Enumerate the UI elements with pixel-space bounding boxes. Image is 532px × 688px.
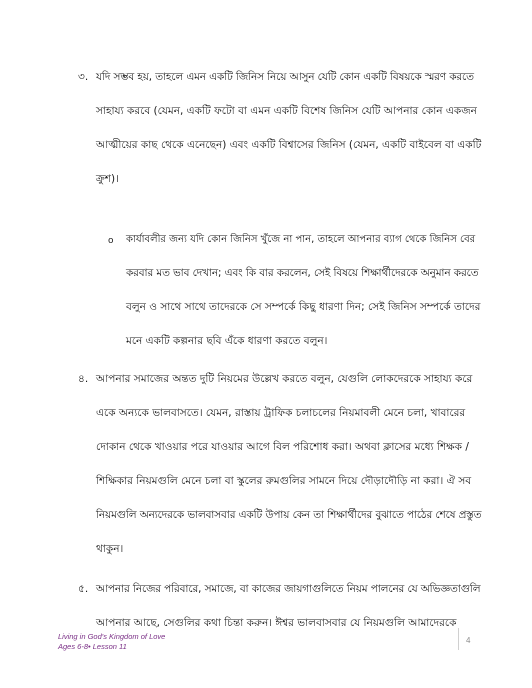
text-line: আপনার নিজের পরিবারে, সমাজে, বা কাজের জায়গাগুলিতে নিয়ম পালনের যে অভিজ্ঞতাগুলি [96, 583, 481, 595]
text-line: আত্মীয়ের কাছ থেকে এনেছেন) এবং একটি বিশ্বাসের জিনিস (যেমন, একটি বাইবেল বা একটি [96, 139, 482, 151]
item-number: ৫. [78, 583, 89, 595]
text-line: থাকুন। [96, 543, 124, 555]
text-line: বলুন ও সাথে সাথে তাদেরকে সে সম্পর্কে কিছু ধারণা দিন; সেই জিনিস সম্পর্কে তাদের [126, 301, 481, 313]
footer-title: Living in God's Kingdom of Love [58, 632, 166, 641]
text-line: মনে একটি কল্পনার ছবি এঁকে ধারণা করতে বলুন। [126, 335, 328, 347]
text-line: আপনার আছে, সেগুলির কথা চিন্তা করুন। ঈশ্বর ভালবাসবার যে নিয়মগুলি আমাদেরকে [96, 617, 457, 629]
item-number: ৪. [78, 373, 89, 385]
text-line: যদি সম্ভব হয়, তাহলে এমন একটি জিনিস নিয়ে আসুন যেটি কোন একটি বিষয়কে স্মরণ করতে [96, 71, 474, 83]
bullet-marker: o [108, 236, 114, 246]
text-line: কার্যাবলীর জন্য যদি কোন জিনিস খুঁজে না পান, তাহলে আপনার ব্যাগ থেকে জিনিস বের [126, 234, 476, 245]
text-line: নিয়মগুলি অন্যদেরকে ভালবাসবার একটি উপায় কেন তা শিক্ষার্থীদের বুঝাতে পাঠের শেষে প্রস্তুত [96, 509, 482, 521]
item-number: ৩. [78, 71, 89, 83]
footer-subtitle: Ages 6-8• Lesson 11 [58, 642, 127, 651]
footer [58, 632, 165, 652]
text-line: দোকান থেকে খাওয়ার পরে যাওয়ার আগে বিল পরিশোধ করা। অথবা ক্লাসের মধ্যে শিক্ষক / [96, 441, 469, 453]
text-line: সাহায্য করবে (যেমন, একটি ফটো বা এমন একটি বিশেষ জিনিস যেটি আপনার কোন একজন [96, 105, 477, 117]
footer-divider [458, 628, 459, 650]
text-line: আপনার সমাজের অন্তত দুটি নিয়মের উল্লেখ করতে বলুন, যেগুলি লোকদেরকে সাহায্য করে [96, 373, 473, 385]
text-line: একে অন্যকে ভালবাসতে। যেমন, রাস্তায় ট্রাফিক চলাচলের নিয়মাবলী মেনে চলা, খাবারের [96, 407, 466, 419]
text-line: শিক্ষিকার নিয়মগুলি মেনে চলা বা স্কুলের রুমগুলির সামনে দিয়ে দৌড়াদৌড়ি না করা। ঐ সব [96, 475, 472, 487]
text-line: ক্রুশ)। [96, 173, 119, 185]
page-number: 4 [466, 636, 471, 645]
text-line: করবার মত ভাব দেখান; এবং কি বার করলেন, সেই বিষয়ে শিক্ষার্থীদেরকে অনুমান করতে [126, 267, 479, 279]
